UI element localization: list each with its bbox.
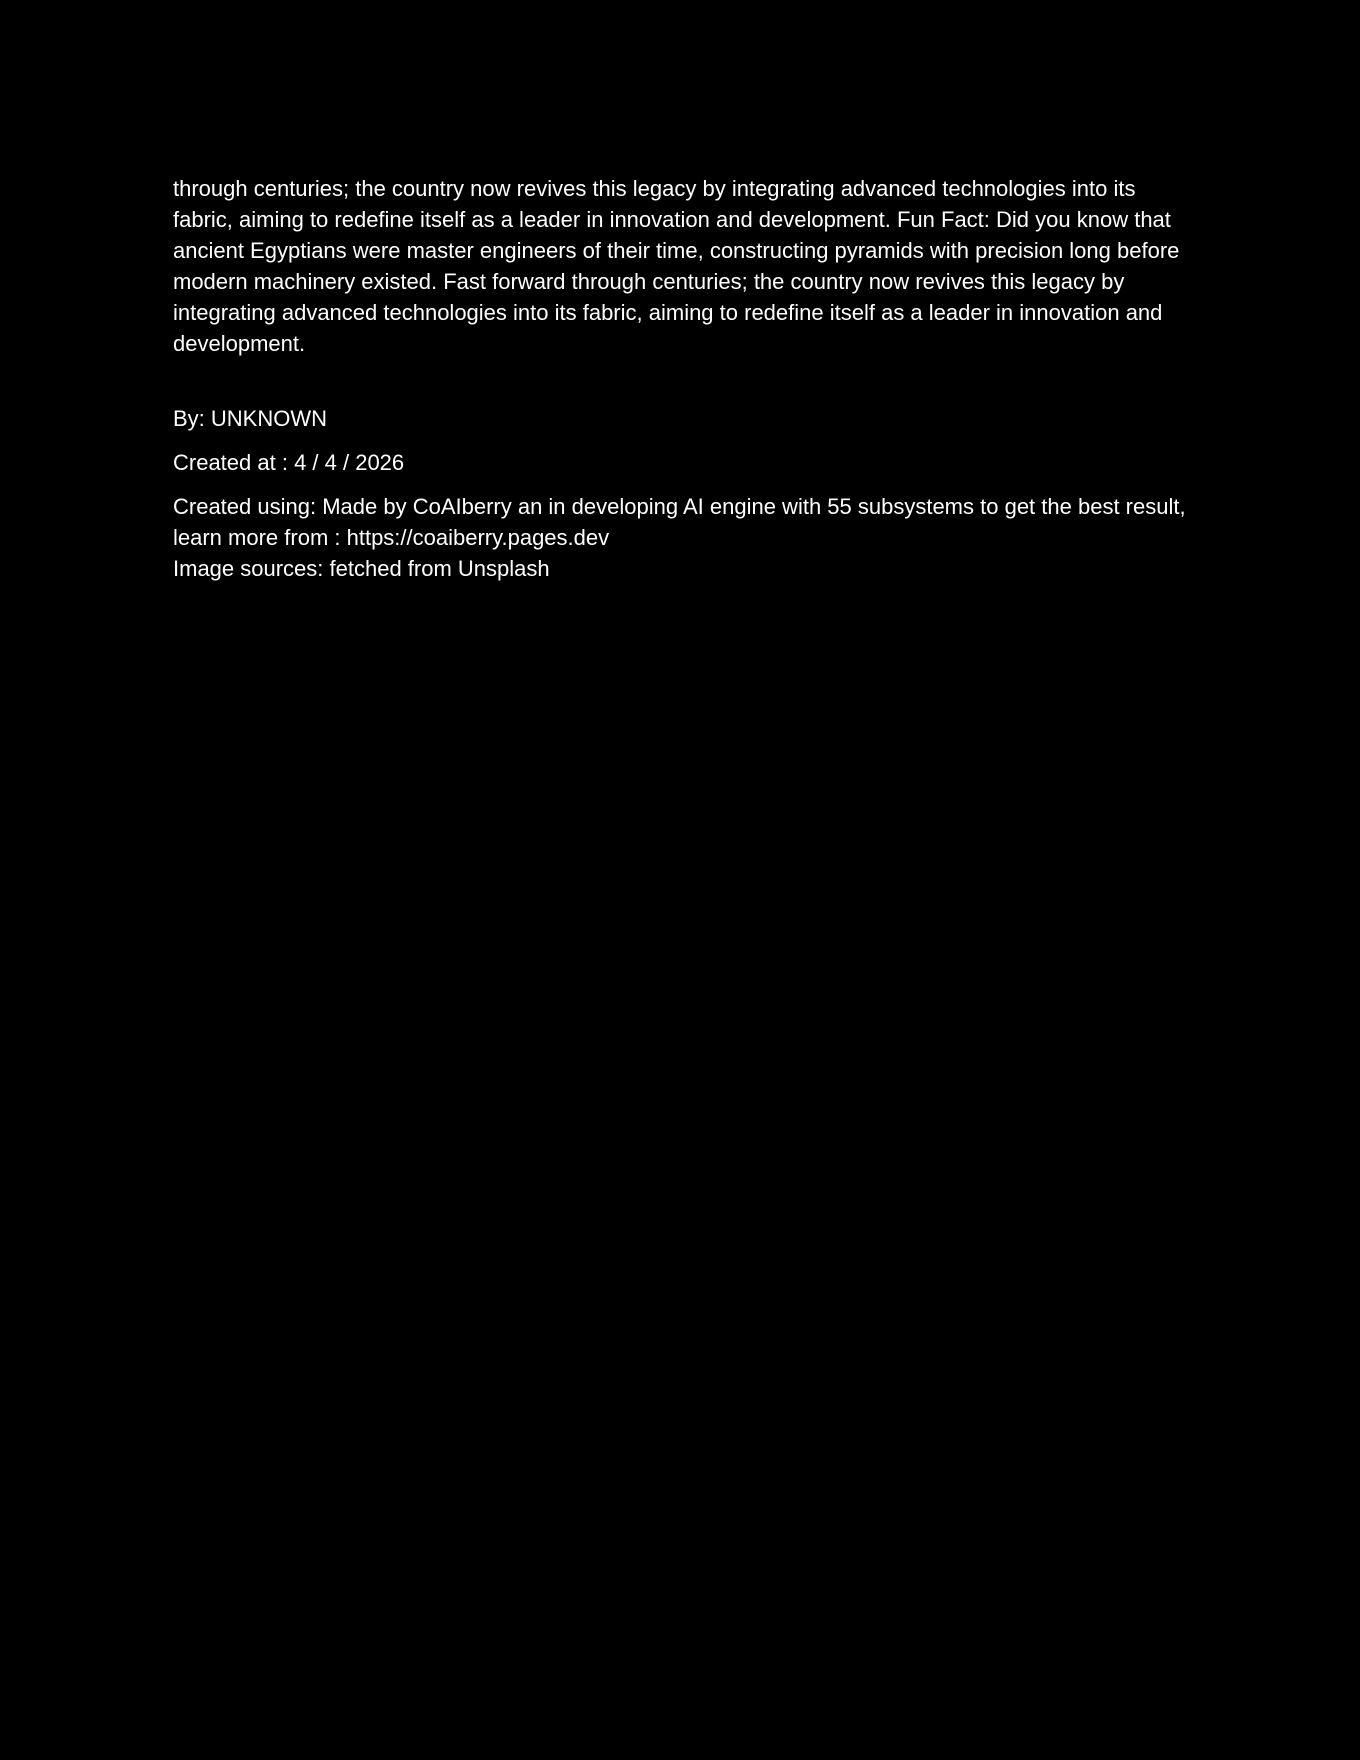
article-content: [173, 173, 1193, 584]
author-line: By: UNKNOWN: [173, 406, 327, 431]
article-body-text: through centuries; the country now revives this legacy by integrating advanced technologies into its fabric, aiming to redefine itself as a leader in innovation and development. Fun Fact: Did you know that ancient Egyptians were master engineers of their time, constructing pyramids with precision long before modern machinery existed. Fast forward through centuries; the country now revives this legacy by integrating advanced technologies into its fabric, aiming to redefine itself as a leader in innovation and development.: [173, 176, 1180, 356]
created-using-line: Created using: Made by CoAIberry an in developing AI engine with 55 subsystems to get the best result, learn more from : https://coaiberry.pages.dev: [173, 494, 1186, 550]
article-meta: [173, 403, 1193, 584]
image-sources-line: Image sources: fetched from Unsplash: [173, 556, 550, 581]
created-at-line: Created at : 4 / 4 / 2026: [173, 450, 405, 475]
